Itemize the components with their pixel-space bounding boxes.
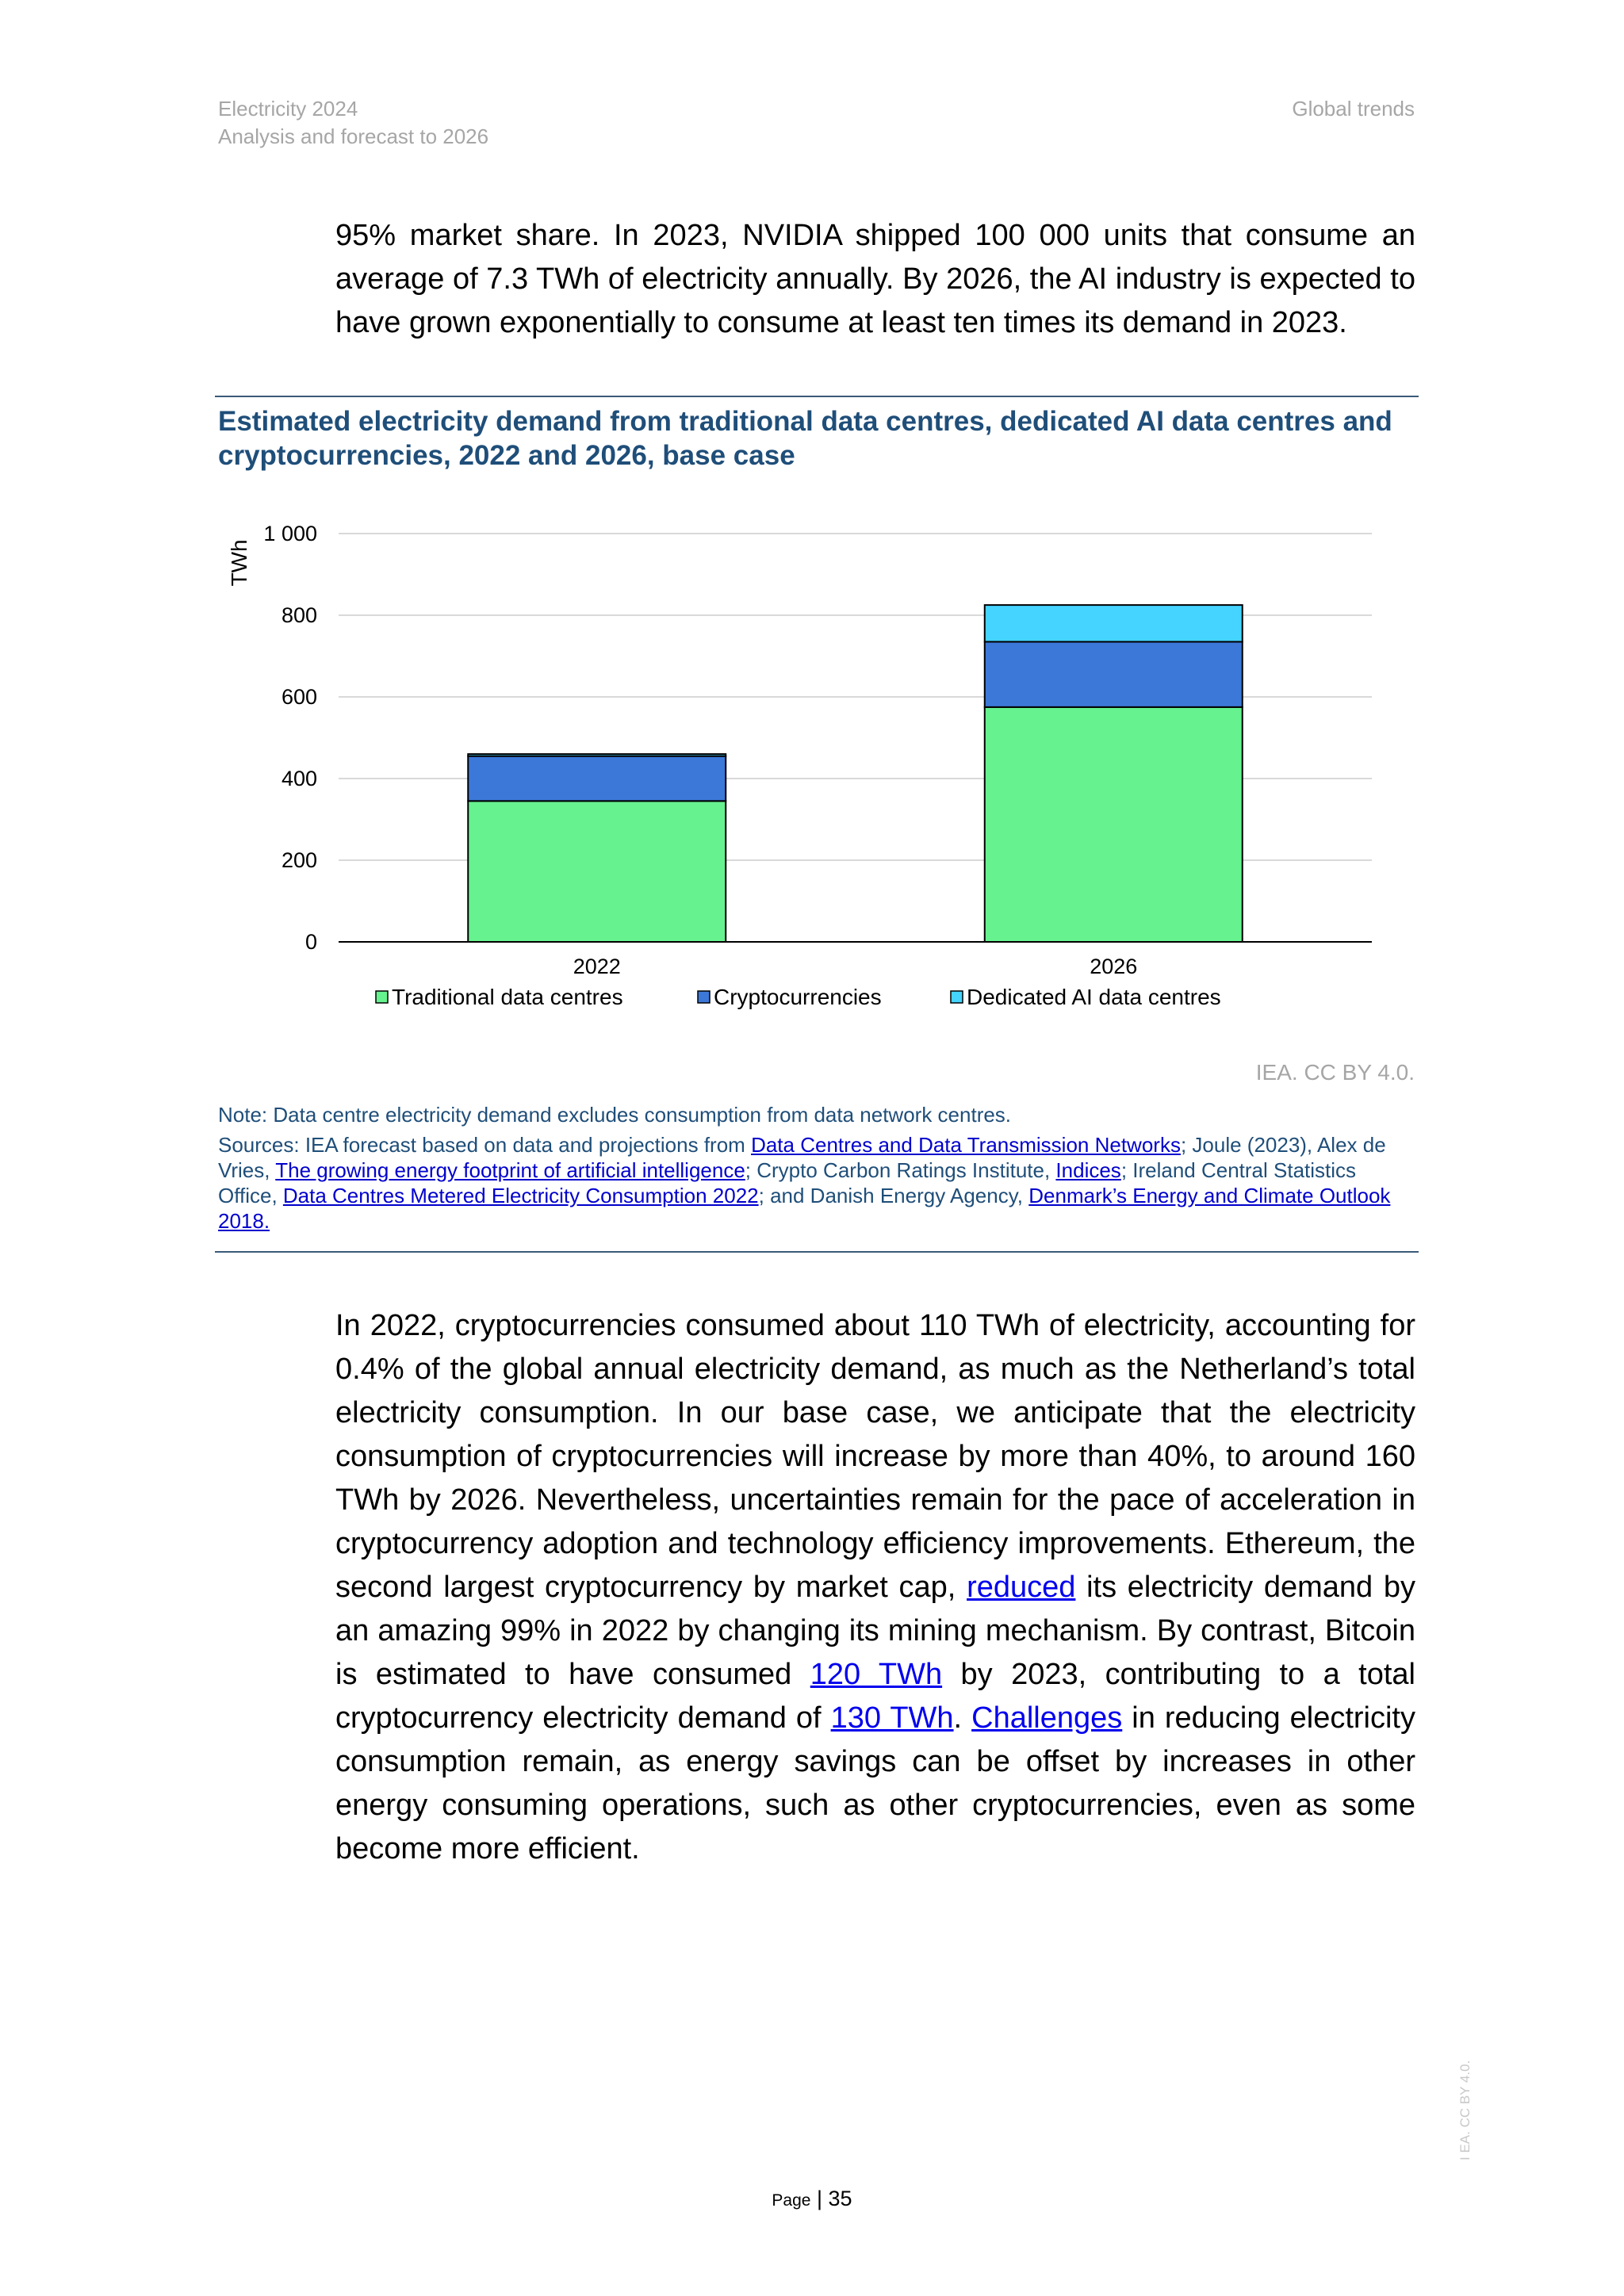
section-name: Global trends [1292,97,1415,121]
bar-2026-series-1 [985,641,1243,706]
stacked-bar-chart [214,507,1419,1047]
legend-swatch [951,991,963,1003]
report-subtitle: Analysis and forecast to 2026 [218,124,489,148]
y-axis-label: TWh [227,539,251,587]
intro-paragraph: 95% market share. In 2023, NVIDIA shipped 100 000 units that consume an average of 7.3 TWh of electricity annually. By 2026, the AI industry is expected to have grown exponentially to consume at least ten times its demand in 2023. [335,219,1415,339]
sources-prefix: Sources: IEA forecast based on data and projections from [218,1133,752,1157]
bar-2022-series-2 [468,754,726,756]
source-link-denmark-outlook[interactable]: Denmark’s Energy and Climate Outlook 2018. [218,1184,1391,1233]
figure-title: Estimated electricity demand from traditional data centres, dedicated AI data centres and cryptocurrencies, 2022 and 2026, base case [218,406,1392,471]
link-120-twh[interactable]: 120 TWh [810,1658,943,1691]
paragraph-text: in reducing electricity consumption remain, as energy savings can be offset by increases in other energy consuming operations, such as other cryptocurrencies, even as some become more efficient. [335,1701,1415,1866]
source-link-ai-footprint[interactable]: The growing energy footprint of artificial intelligence [275,1158,745,1182]
paragraph-text: In 2022, cryptocurrencies consumed about 110 TWh of electricity, accounting for 0.4% of the global annual electricity demand, as much as the Netherland’s total electricity consumption. In our base case, we anticipate that the electricity consumption of cryptocurrencies will increase by more than 40%, to around 160 TWh by 2026. Nevertheless, uncertainties remain for the pace of acceleration in cryptocurrency adoption and technology efficiency improvements. Ethereum, the second largest cryptocurrency by market cap, [335,1309,1415,1604]
y-tick-label: 800 [281,603,317,627]
bar-2022-series-0 [468,801,726,942]
bar-2026-series-0 [985,707,1243,942]
figure-bottom-rule [215,1251,1419,1253]
x-tick-label: 2022 [573,955,621,978]
figure-credit: IEA. CC BY 4.0. [1255,1060,1415,1085]
figure-sources [218,1132,1415,1234]
paragraph-text: by 2023, contributing to a total cryptocurrency electricity demand of [335,1658,1415,1735]
bar-2026-series-2 [985,605,1243,641]
y-tick-label: 600 [281,685,317,709]
legend-swatch [376,991,388,1003]
paragraph-text: its electricity demand by an amazing 99% in 2022 by changing its mining mechanism. By contrast, Bitcoin is estimated to have consumed [335,1571,1415,1691]
side-license-credit: I EA. CC BY 4.0. [1457,2060,1473,2160]
figure-notes [218,1102,1415,1234]
x-tick-label: 2026 [1090,955,1138,978]
source-link-metered-consumption[interactable]: Data Centres Metered Electricity Consumption 2022 [282,1184,759,1207]
page-separator: | [816,2187,822,2210]
legend-label: Dedicated AI data centres [967,985,1221,1009]
paragraph-text: . [953,1701,972,1735]
link-challenges[interactable]: Challenges [971,1701,1123,1735]
body-paragraph [335,1304,1415,1871]
legend-label: Traditional data centres [392,985,623,1009]
sources-text: ; Joule (2023), Alex de Vries, [218,1133,1386,1182]
sources-text: ; Ireland Central Statistics Office, [218,1158,1357,1207]
link-reduced[interactable]: reduced [967,1571,1076,1604]
figure-top-rule [215,396,1419,397]
bars [468,605,1243,942]
y-tick-label: 0 [304,930,317,954]
report-title: Electricity 2024 [218,97,358,121]
chart-legend [376,985,1221,1009]
y-tick-label: 200 [281,848,317,872]
link-130-twh[interactable]: 130 TWh [830,1701,954,1735]
page-label: Page [772,2191,811,2210]
legend-label: Cryptocurrencies [714,985,882,1009]
source-link-data-centres[interactable]: Data Centres and Data Transmission Networks [751,1133,1181,1157]
sources-text: ; Crypto Carbon Ratings Institute, [745,1158,1056,1182]
y-tick-label: 1 000 [263,522,317,545]
bar-2022-series-1 [468,756,726,802]
y-axis-ticks [263,522,317,954]
page-number: 35 [828,2187,852,2210]
legend-swatch [698,991,710,1003]
page-footer [0,2187,1624,2211]
sources-text: ; and Danish Energy Agency, [758,1184,1029,1207]
source-link-indices[interactable]: Indices [1055,1158,1121,1182]
x-axis-ticks [573,955,1138,978]
y-tick-label: 400 [281,767,317,790]
figure-note: Note: Data centre electricity demand excludes consumption from data network centres. [218,1103,1012,1127]
running-header [218,95,488,151]
